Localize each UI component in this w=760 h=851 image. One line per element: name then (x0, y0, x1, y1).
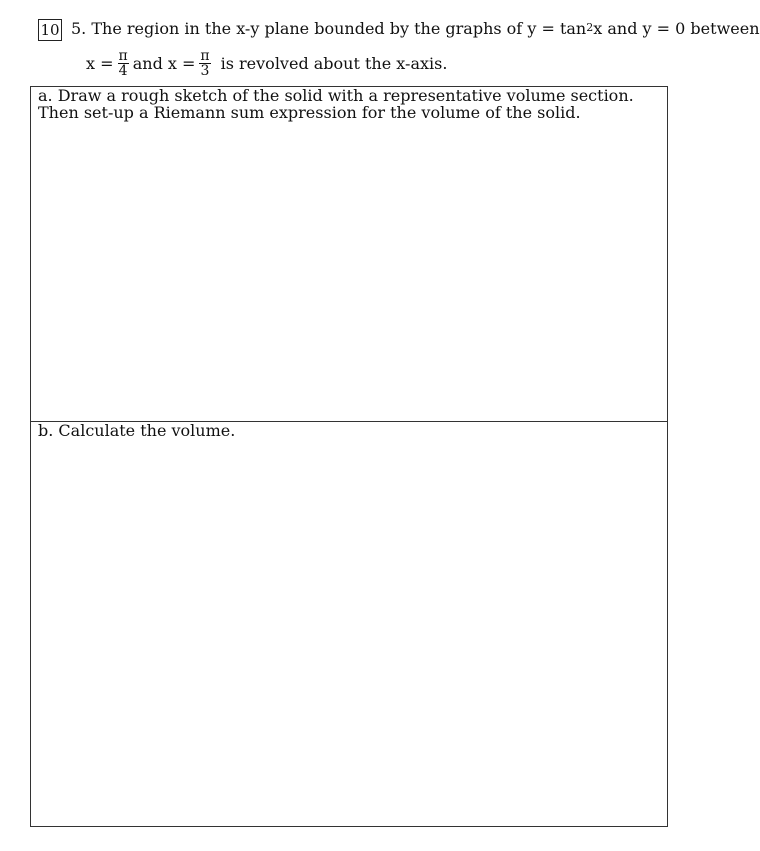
problem-text-before: The region in the x-y plane bounded by the graphs of (91, 19, 523, 38)
answer-box-part-b[interactable] (30, 421, 668, 827)
part-b-prompt: b. Calculate the volume. (38, 421, 236, 440)
fraction-pi-over-3 (199, 50, 210, 78)
fraction-pi-over-4 (118, 50, 129, 78)
fraction-2-numerator: π (200, 48, 210, 64)
between-word: between (690, 19, 760, 38)
equation-2: y = 0 (642, 19, 686, 38)
and-x-equals: and x = (132, 54, 196, 73)
x-equals-1: x = (86, 54, 114, 73)
fraction-2-denominator: 3 (200, 63, 210, 79)
equation-1: $y = \tan^2x$ (527, 19, 603, 38)
problem-number: 5. (71, 19, 87, 38)
problem-statement-line-2 (86, 50, 447, 78)
and-word: and (607, 19, 638, 38)
fraction-1-denominator: 4 (118, 63, 128, 79)
fraction-1-numerator: π (118, 48, 128, 64)
problem-statement-line-1 (71, 18, 760, 42)
part-a-prompt: a. Draw a rough sketch of the solid with a representative volume section. Then set-up a Riemann sum expression for the volume of the solid. (38, 86, 634, 122)
points-box: 10 (38, 19, 62, 41)
answer-box-part-a[interactable] (30, 86, 668, 422)
equation-1-exponent: 2 (586, 21, 594, 34)
problem-text-after: is revolved about the x-axis. (220, 54, 448, 73)
